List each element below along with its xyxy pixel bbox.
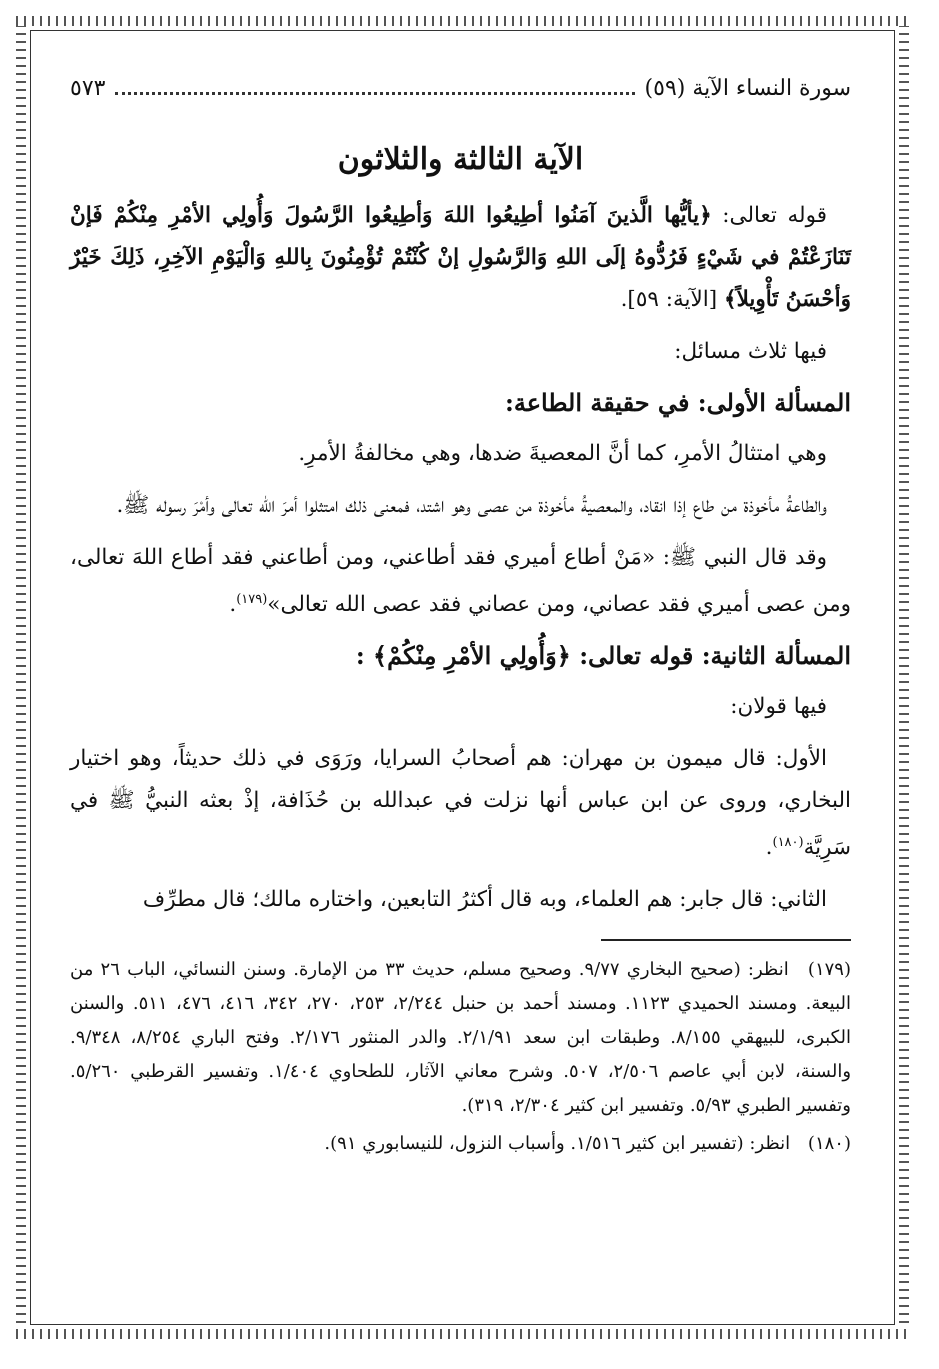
- hadith-text: وقد قال النبي ﷺ: «مَنْ أطاع أميري فقد أطاعني، ومن أطاعني فقد أطاع اللهَ تعالى، ومن عصى أميري فقد عصاني، ومن عصاني فقد عصى الله تعالى»: [70, 545, 851, 618]
- footnote-number: (١٨٠): [807, 1133, 851, 1155]
- question-2-paragraph-3: الثاني: قال جابر: هم العلماء، وبه قال أكثرُ التابعين، واختاره مالك؛ قال مطرِّف: [142, 887, 827, 913]
- intro-paragraph: [70, 195, 851, 321]
- footnote-number: (١٧٩): [807, 959, 851, 981]
- question-1-paragraph-2: والطاعةُ مأخوذة من طاع إذا انقاد، والمعصيةُ مأخوذة من عصى وهو اشتد، فمعنى ذلك امتثلوا أمرَ الله تعالى وأمْرَ رسوله ﷺ.: [116, 493, 827, 518]
- footnote-179: [70, 953, 851, 1123]
- question-2-end: :: [355, 641, 365, 671]
- first-opinion-text: الأول: قال ميمون بن مهران: هم أصحابُ السرايا، ورَوَى في ذلك حديثاً، وهو اختيار البخاري، وروى عن ابن عباس أنها نزلت في عبدالله بن حُذَافة، إذْ بعثه النبيُّ ﷺ في سَرِيَّة: [70, 746, 851, 861]
- footnote-ref-179: (١٧٩): [236, 592, 268, 607]
- question-2-verse: ﴿وَأُولِي الأمْرِ مِنْكُمْ﴾: [373, 641, 571, 671]
- question-2-paragraph-1: فيها قولان:: [730, 694, 827, 720]
- footnote-text: انظر: (صحيح البخاري ٩/٧٧. وصحيح مسلم، حديث ٣٣ من الإمارة. وسنن النسائي، الباب ٢٦ من البيعة. ومسند الحميدي ١١٢٣. ومسند أحمد بن حنبل ٢/٢٤٤، ٢٥٣، ٢٧٠، ٣٤٢، ٤١٦، ٤٧٦، ٥١١. والسنن الكبرى، للبيهقي ٨/١٥٥. وطبقات ابن سعد ٢/١/٩١. والدر المنثور ٢/١٧٦. وفتح الباري ٨/٢٥٤، ٩/٣٤٨. والسنة، لابن أبي عاصم ٢/٥٠٦، ٥٠٧. وشرح معاني الآثار، للطحاوي ١/٤٠٤. وتفسير القرطبي ٥/٢٦٠. وتفسير الطبري ٥/٩٣. وتفسير ابن كثير ٢/٣٠٤، ٣١٩).: [70, 959, 852, 1117]
- book-page: [70, 60, 851, 1165]
- section-heading: الآية الثالثة والثلاثون: [337, 142, 584, 177]
- questions-intro: فيها ثلاث مسائل:: [674, 339, 827, 364]
- question-1-paragraph-3: [70, 537, 851, 626]
- verse-reference: [الآية: ٥٩].: [620, 287, 718, 312]
- question-2-title: [70, 636, 851, 676]
- question-1-title: المسألة الأولى: في حقيقة الطاعة:: [504, 388, 851, 417]
- footnote-ref-180: (١٨٠): [772, 835, 804, 851]
- question-2-paragraph-2: [70, 738, 851, 869]
- page-number: ٥٧٣: [70, 75, 106, 101]
- first-opinion-end: .: [765, 835, 773, 861]
- quran-verse: ﴿يأيُّها الَّذينَ آمَنُوا أطِيعُوا اللهَ وَأطِيعُوا الرَّسُولَ وَأُولِي الأمْرِ مِنْكُمْ فَإنْ تَنَازَعْتُمْ في شَيْءٍ فَرُدُّوهُ إلَى اللهِ وَالرَّسُولِ إنْ كُنْتُمْ تُؤْمِنُونَ بِاللهِ وَالْيَوْمِ الآخِرِ، ذَلِكَ خَيْرٌ وَأحْسَنُ تَأْوِيلاً﴾: [70, 203, 851, 312]
- footnote-180: [70, 1127, 851, 1161]
- question-2-lead: المسألة الثانية: قوله تعالى:: [579, 641, 851, 671]
- hadith-end: .: [229, 592, 237, 618]
- question-1-paragraph-1: وهي امتثالُ الأمرِ، كما أنَّ المعصيةَ ضدها، وهي مخالفةُ الأمرِ.: [298, 441, 827, 466]
- intro-lead: قوله تعالى:: [722, 203, 827, 228]
- running-header-title: سورة النساء الآية (٥٩): [644, 75, 851, 101]
- running-header: [70, 60, 851, 110]
- footnote-separator: [601, 939, 851, 941]
- leader-dots: [115, 82, 634, 95]
- footnote-text: انظر: (تفسير ابن كثير ١/٥١٦. وأسباب النزول، للنيسابوري ٩١).: [324, 1133, 791, 1155]
